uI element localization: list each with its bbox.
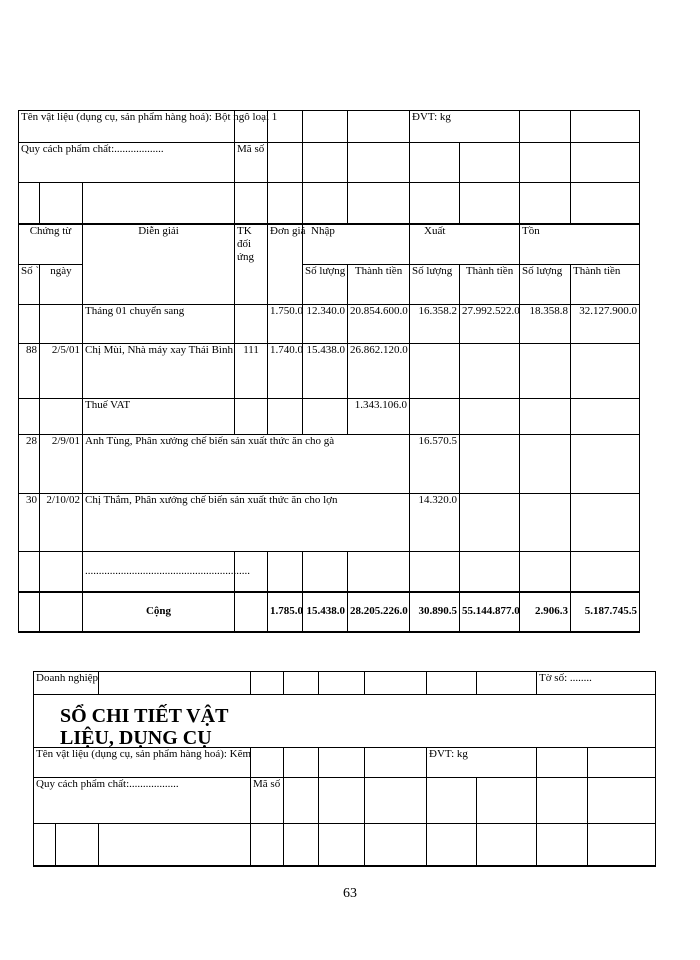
table-row: ............................................................ [19, 552, 640, 592]
table-row: 30 2/10/02 Chị Thắm, Phân xưởng chế biến sản xuất thức ăn cho lợn 14.320.0 [19, 494, 640, 552]
ledger-table-1 [18, 110, 640, 633]
ledger-table-2 [33, 671, 656, 867]
header-voucher: Chứng từ [19, 224, 83, 265]
table-row: Tháng 01 chuyển sang 1.750.0 12.340.0 20.854.600.0 16.358.2 27.992.522.0 18.358.8 32.127.900.0 [19, 305, 640, 344]
header-import-qty: Số lượng [303, 265, 348, 305]
header-account: TK đối ứng [235, 224, 268, 305]
header-description: Diễn giải [83, 224, 235, 305]
header-import-amount: Thành tiền [348, 265, 410, 305]
total-row: Cộng 1.785.0 15.438.0 28.205.226.0 30.890.5 55.144.877.0 2.906.3 5.187.745.5 [19, 592, 640, 632]
spec-label-2: Quy cách phẩm chất:.................. [34, 778, 251, 824]
material-name: Tên vật liệu (dụng cụ, sản phẩm hàng hoá): Bột ngô loại 1 [19, 111, 235, 143]
page-number: 63 [343, 886, 357, 901]
ledger-title: SỔ CHI TIẾT VẬT LIỆU, DỤNG CỤ [60, 705, 229, 749]
material-name-2: Tên vật liệu (dụng cụ, sản phẩm hàng hoá): Kẽm [34, 748, 251, 778]
code-label: Mã số [235, 143, 268, 183]
header-unit-price: Đơn giá [268, 224, 303, 305]
unit-label: ĐVT: kg [410, 111, 520, 143]
header-stock-amount: Thành tiền [571, 265, 640, 305]
sheet-number: Tờ số: ........ [537, 672, 656, 695]
header-number: Số ` [19, 265, 40, 305]
enterprise-label: Doanh nghiệp [34, 672, 99, 695]
header-import: Nhập [303, 224, 410, 265]
header-stock: Tồn [520, 224, 640, 265]
header-export: Xuất [410, 224, 520, 265]
header-export-amount: Thành tiền [460, 265, 520, 305]
table-row: 28 2/9/01 Anh Tùng, Phân xưởng chế biến sản xuất thức ăn cho gà 16.570.5 [19, 435, 640, 494]
header-export-qty: Số lượng [410, 265, 460, 305]
header-date: ngày [40, 265, 83, 305]
total-label: Cộng [83, 592, 235, 632]
header-stock-qty: Số lượng [520, 265, 571, 305]
code-label-2: Mã số [251, 778, 284, 824]
table-row: 88 2/5/01 Chị Mùi, Nhà máy xay Thái Bình 111 1.740.0 15.438.0 26.862.120.0 [19, 344, 640, 399]
table-row: Thuế VAT 1.343.106.0 [19, 399, 640, 435]
unit-label-2: ĐVT: kg [427, 748, 537, 778]
spec-label: Quy cách phẩm chất:.................. [19, 143, 235, 183]
